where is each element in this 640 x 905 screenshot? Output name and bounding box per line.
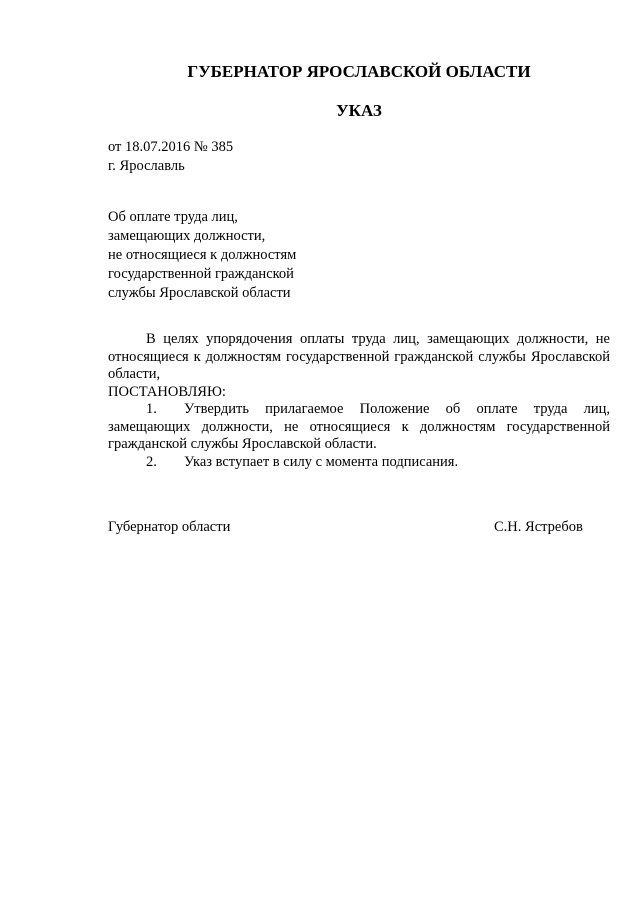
decree-word: ПОСТАНОВЛЯЮ: xyxy=(108,383,226,400)
document-body xyxy=(108,331,610,471)
decree-item xyxy=(108,454,610,472)
place-of-issue: г. Ярославль xyxy=(108,158,185,174)
issuing-authority-heading: ГУБЕРНАТОР ЯРОСЛАВСКОЙ ОБЛАСТИ xyxy=(187,62,531,81)
document-meta xyxy=(108,138,233,176)
item-number: 1. xyxy=(146,401,157,417)
subject-line: замещающих должности, xyxy=(108,228,266,244)
subject-line: службы Ярославской области xyxy=(108,285,291,301)
preamble-paragraph: В целях упорядочения оплаты труда лиц, замещающих должности, не относящиеся к должностям государственной гражданской службы Ярославской области, xyxy=(108,331,610,382)
signatory-name: С.Н. Ястребов xyxy=(494,519,583,535)
signatory-position: Губернатор области xyxy=(108,519,231,535)
item-text: Указ вступает в силу с момента подписания. xyxy=(184,453,459,470)
subject-line: не относящиеся к должностям xyxy=(108,247,297,263)
item-number: 2. xyxy=(146,453,157,470)
item-text: Утвердить прилагаемое Положение об оплате труда лиц, замещающих должности, не относящиеся к должностям государственной гражданской службы Ярославской области. xyxy=(108,401,610,452)
date-and-number: от 18.07.2016 № 385 xyxy=(108,139,234,155)
subject-line: Об оплате труда лиц, xyxy=(108,209,238,225)
decree-item xyxy=(108,401,610,454)
document-subject xyxy=(108,208,296,303)
document-type-heading: УКАЗ xyxy=(336,101,382,120)
subject-line: государственной гражданской xyxy=(108,266,294,282)
